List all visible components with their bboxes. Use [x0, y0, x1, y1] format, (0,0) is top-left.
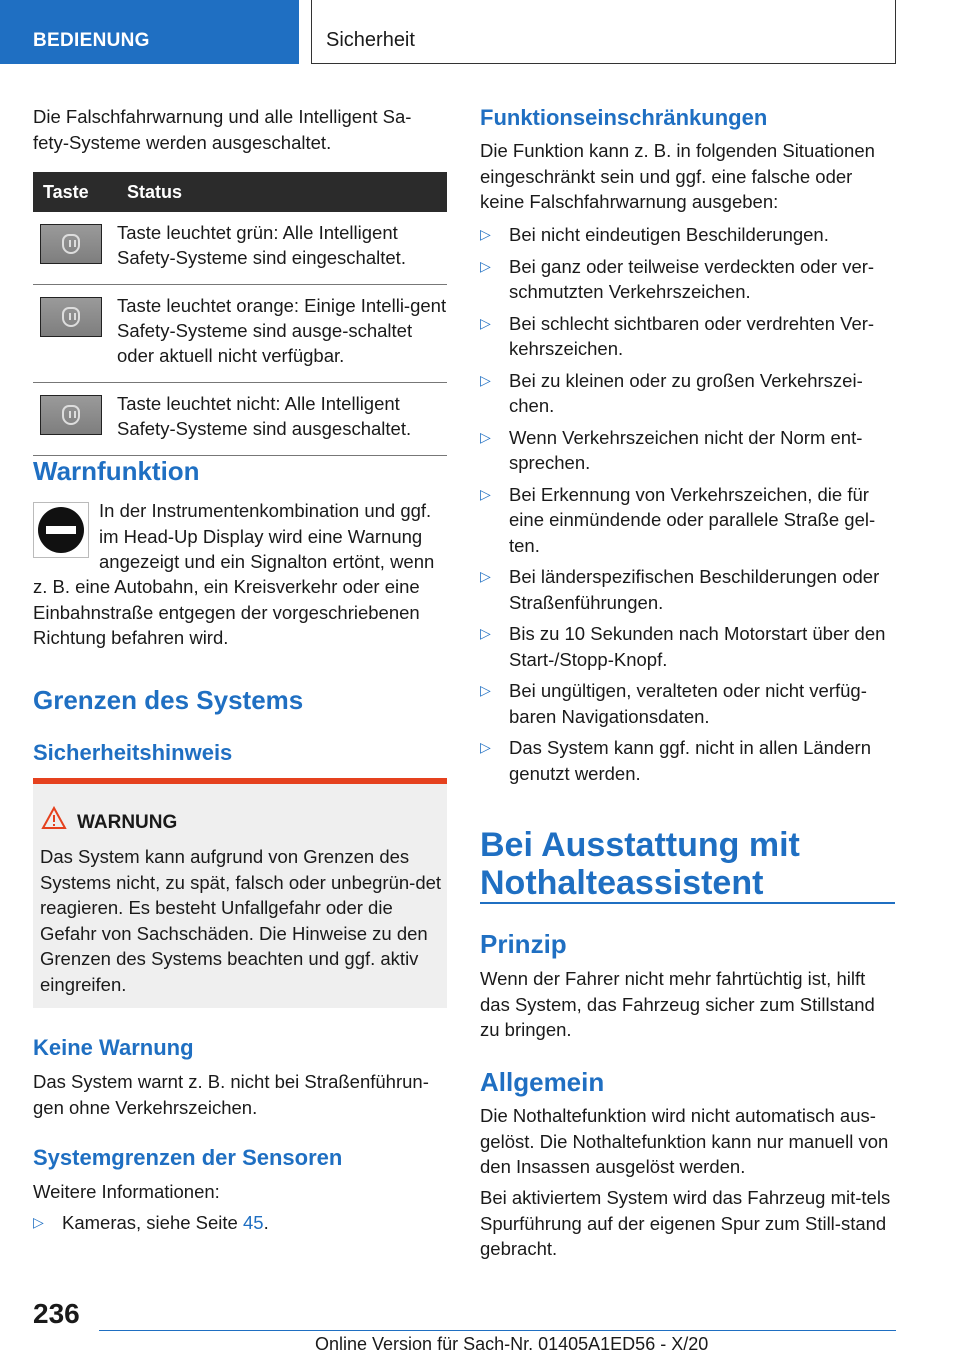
list-item-text: Bei nicht eindeutigen Beschilderungen. — [509, 224, 829, 245]
chapter-tab — [0, 0, 299, 64]
list-item-text: Das System kann ggf. nicht in allen Ländern genutzt werden. — [509, 737, 871, 784]
sensoren-list — [33, 1210, 447, 1236]
list-item — [480, 222, 895, 248]
status-cell: Taste leuchtet orange: Einige Intelli-gent Safety-Systeme sind ausge-schaltet oder aktuell nicht verfügbar. — [117, 285, 447, 383]
table-row — [33, 212, 447, 285]
no-entry-icon — [33, 502, 89, 558]
heading-sicherheitshinweis: Sicherheitshinweis — [33, 740, 233, 765]
footer-online-version: Online Version für Sach-Nr. 01405A1ED56 - X/20 — [315, 1334, 709, 1354]
warning-triangle-icon — [41, 806, 67, 830]
warning-title: WARNUNG — [77, 812, 178, 833]
list-item — [480, 564, 895, 615]
col-header-status: Status — [117, 172, 447, 212]
list-item-text: Wenn Verkehrszeichen nicht der Norm ent-sprechen. — [509, 426, 863, 473]
list-item-text: Bei Erkennung von Verkehrszeichen, die für eine einmündende oder parallele Straße gel-ten. — [509, 483, 876, 556]
col-header-key: Taste — [33, 172, 117, 212]
heading-line-1: Bei Ausstattung mit — [480, 826, 800, 864]
table-row — [33, 383, 447, 456]
heading-allgemein: Allgemein — [480, 1067, 605, 1097]
allgemein-text-2: Bei aktiviertem System wird das Fahrzeug mit-tels Spurführung auf der eigenen Spur zum Still-stand gebracht. — [480, 1187, 891, 1259]
warning-text: Das System kann aufgrund von Grenzen des Systems nicht, zu spät, falsch oder unbegrün-det reagieren. Es besteht Unfallgefahr oder die Gefahr von Sachschäden. Die Hinweise zu den Grenzen des Systems beachten und ggf. aktiv eingreifen. — [40, 846, 442, 995]
safety-icon — [62, 307, 80, 327]
chapter-label: BEDIENUNG — [33, 30, 150, 51]
heading-nothalteassistent — [480, 826, 800, 902]
bullet-triangle-icon: ▷ — [480, 428, 491, 445]
list-item — [480, 621, 895, 672]
intro-line-1: Die Falschfahrwarnung und alle Intelligent Sa- — [33, 106, 412, 127]
list-item — [480, 254, 895, 305]
bullet-triangle-icon: ▷ — [480, 257, 491, 274]
heading-funktionseinschraenkungen: Funktionseinschränkungen — [480, 105, 768, 130]
safety-icon — [62, 234, 80, 254]
heading-keine-warnung: Keine Warnung — [33, 1035, 194, 1060]
bullet-triangle-icon: ▷ — [33, 1214, 44, 1230]
footer-divider — [99, 1330, 896, 1331]
list-item — [480, 735, 895, 786]
list-item: ▷ Kameras, siehe Seite 45. — [33, 1210, 447, 1236]
intro-line-2: fety-Systeme werden ausgeschaltet. — [33, 131, 332, 153]
prinzip-text: Wenn der Fahrer nicht mehr fahrtüchtig ist, hilft das System, das Fahrzeug sicher zum Stillstand zu bringen. — [480, 968, 875, 1040]
section-divider — [480, 902, 895, 904]
heading-grenzen: Grenzen des Systems — [33, 685, 304, 715]
list-item-text: Bei schlecht sichtbaren oder verdrehten Ver-kehrszeichen. — [509, 312, 875, 359]
funktion-text: Die Funktion kann z. B. in folgenden Situationen eingeschränkt sein und ggf. eine falsche oder keine Falschfahrwarnung ausgeben: — [480, 140, 875, 212]
bullet-triangle-icon: ▷ — [480, 226, 491, 242]
list-item-text: Bei ganz oder teilweise verdeckten oder ver-schmutzten Verkehrszeichen. — [509, 255, 875, 302]
allgemein-text-1: Die Nothaltefunktion wird nicht automatisch aus-gelöst. Die Nothaltefunktion kann nur manuell von den Insassen ausgelöst werden. — [480, 1105, 889, 1177]
list-item — [480, 482, 895, 559]
intro-paragraph — [33, 104, 453, 155]
heading-warnfunktion: Warnfunktion — [33, 456, 200, 486]
bullet-triangle-icon: ▷ — [480, 485, 491, 502]
topic-tab — [311, 0, 896, 64]
bullet-triangle-icon: ▷ — [480, 568, 491, 584]
list-item-text: Bei länderspezifischen Beschilderungen oder Straßenführungen. — [509, 566, 880, 613]
list-item — [480, 311, 895, 362]
status-cell: Taste leuchtet grün: Alle Intelligent Safety-Systeme sind eingeschaltet. — [117, 212, 447, 285]
bullet-triangle-icon: ▷ — [480, 314, 491, 331]
safety-button-green-image — [40, 224, 102, 264]
bullet-triangle-icon: ▷ — [480, 625, 491, 641]
page-link-45[interactable]: 45 — [242, 1212, 264, 1233]
funktion-list — [480, 222, 895, 786]
warning-box — [33, 778, 447, 1008]
bullet-triangle-icon: ▷ — [480, 739, 491, 755]
sensoren-text: Weitere Informationen: — [33, 1181, 220, 1202]
list-item — [480, 678, 895, 729]
bullet-triangle-icon: ▷ — [480, 682, 491, 698]
list-item — [480, 425, 895, 476]
safety-button-off-image — [40, 395, 102, 435]
heading-prinzip: Prinzip — [480, 929, 567, 959]
list-item-text: Bis zu 10 Sekunden nach Motorstart über den Start-/Stopp-Knopf. — [509, 623, 886, 670]
warnfunktion-text-1: In der Instrumentenkombination und ggf. im Head-Up Display wird eine Warnung angezeigt und ein Signalton ertönt, wenn — [99, 500, 435, 572]
button-status-table — [33, 172, 447, 456]
safety-icon — [62, 405, 80, 425]
heading-sensoren: Systemgrenzen der Sensoren — [33, 1145, 343, 1170]
bullet-triangle-icon: ▷ — [480, 371, 491, 388]
heading-line-2: Nothalteassistent — [480, 864, 764, 902]
list-item-text: Bei zu kleinen oder zu großen Verkehrszei-chen. — [509, 369, 863, 416]
page-number: 236 — [33, 1298, 80, 1329]
table-row — [33, 285, 447, 383]
status-cell: Taste leuchtet nicht: Alle Intelligent Safety-Systeme sind ausgeschaltet. — [117, 383, 447, 456]
list-item-text: Bei ungültigen, veralteten oder nicht verfüg-baren Navigationsdaten. — [509, 680, 867, 727]
keine-warnung-text: Das System warnt z. B. nicht bei Straßenführun-gen ohne Verkehrszeichen. — [33, 1071, 429, 1118]
list-item — [480, 368, 895, 419]
safety-button-orange-image — [40, 297, 102, 337]
warnfunktion-text-2: z. B. eine Autobahn, ein Kreisverkehr oder eine Einbahnstraße entgegen der vorgeschriebenen Richtung befahren wird. — [33, 576, 420, 648]
topic-label: Sicherheit — [326, 29, 415, 51]
